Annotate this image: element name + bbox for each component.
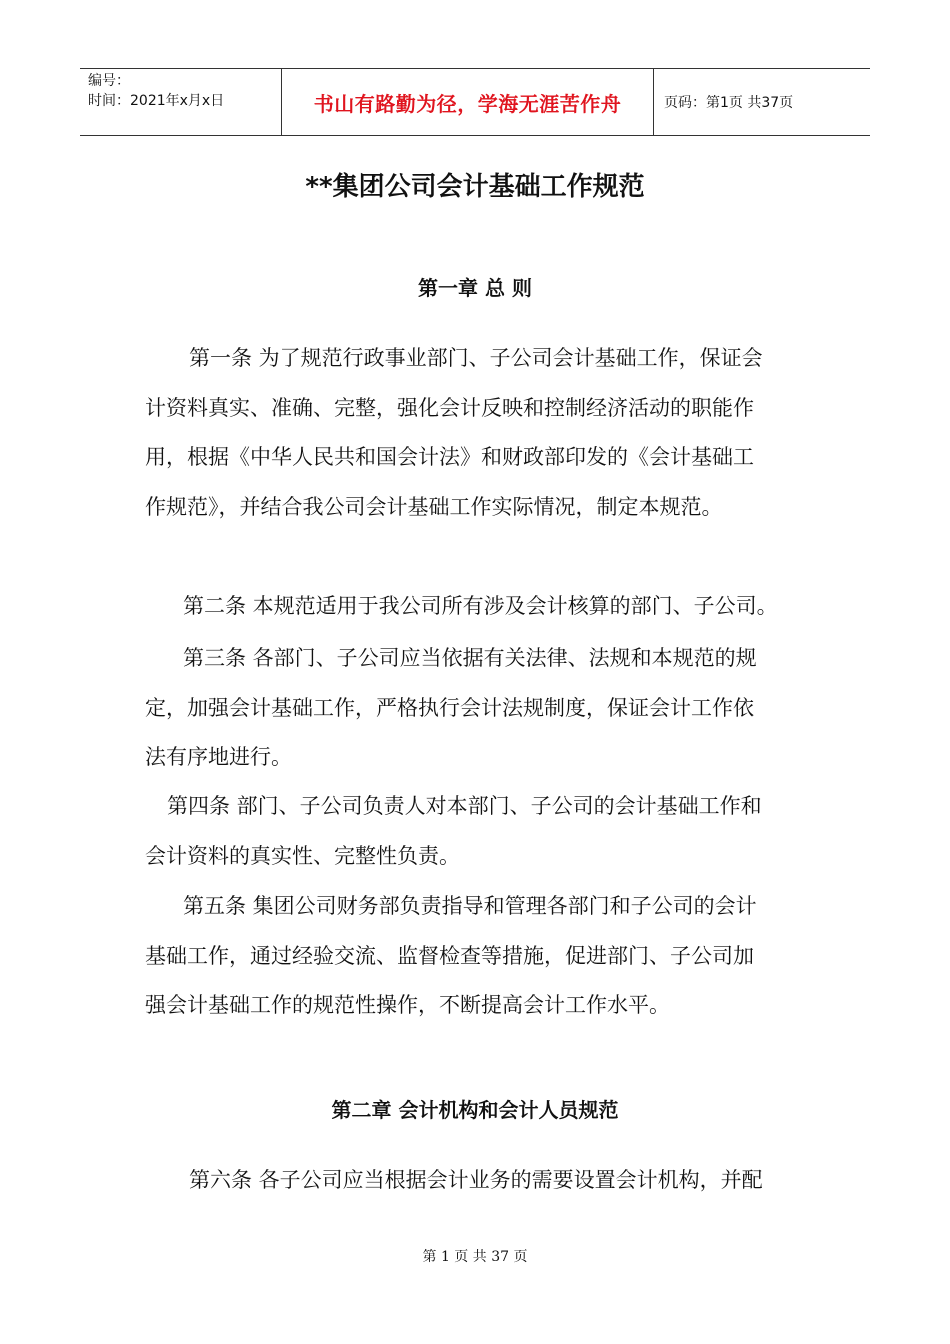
article-4 bbox=[145, 782, 810, 881]
article-1-line: 用，根据《中华人民共和国会计法》和财政部印发的《会计基础工 bbox=[145, 445, 754, 469]
time-label: 时间：2021年x月x日 bbox=[88, 93, 225, 109]
article-3 bbox=[145, 634, 810, 783]
article-6-line: 第六条 各子公司应当根据会计业务的需要设置会计机构，并配 bbox=[189, 1168, 763, 1192]
header-motto: 书山有路勤为径，学海无涯苦作舟 bbox=[282, 69, 654, 135]
article-5-line: 第五条 集团公司财务部负责指导和管理各部门和子公司的会计 bbox=[183, 894, 757, 918]
article-1-line: 第一条 为了规范行政事业部门、子公司会计基础工作，保证会 bbox=[189, 346, 763, 370]
header-table bbox=[80, 68, 870, 136]
chapter-heading-2: 第二章 会计机构和会计人员规范 bbox=[331, 1098, 619, 1122]
document-title: **集团公司会计基础工作规范 bbox=[305, 172, 645, 202]
number-label: 编号： bbox=[88, 73, 130, 89]
article-5 bbox=[145, 882, 810, 1031]
article-2-line: 第二条 本规范适用于我公司所有涉及会计核算的部门、子公司。 bbox=[183, 594, 778, 618]
header-page-info: 页码：第1页 共37页 bbox=[664, 95, 794, 111]
article-1-line: 计资料真实、准确、完整，强化会计反映和控制经济活动的职能作 bbox=[145, 395, 754, 420]
article-5-line: 强会计基础工作的规范性操作，不断提高会计工作水平。 bbox=[145, 993, 670, 1017]
article-2 bbox=[145, 582, 810, 632]
article-1 bbox=[145, 334, 810, 532]
article-6 bbox=[145, 1156, 810, 1206]
article-4-line: 会计资料的真实性、完整性负责。 bbox=[145, 843, 460, 868]
header-meta-cell bbox=[80, 69, 282, 135]
article-3-line: 定，加强会计基础工作，严格执行会计法规制度，保证会计工作依 bbox=[145, 695, 754, 720]
page-footer: 第 1 页 共 37 页 bbox=[422, 1249, 528, 1265]
article-4-line: 第四条 部门、子公司负责人对本部门、子公司的会计基础工作和 bbox=[167, 794, 762, 818]
article-3-line: 法有序地进行。 bbox=[145, 745, 292, 769]
chapter-heading-1: 第一章 总 则 bbox=[418, 276, 532, 300]
article-3-line: 第三条 各部门、子公司应当依据有关法律、法规和本规范的规 bbox=[183, 646, 757, 670]
article-5-line: 基础工作，通过经验交流、监督检查等措施，促进部门、子公司加 bbox=[145, 943, 754, 968]
article-1-line: 作规范》，并结合我公司会计基础工作实际情况，制定本规范。 bbox=[145, 494, 723, 519]
